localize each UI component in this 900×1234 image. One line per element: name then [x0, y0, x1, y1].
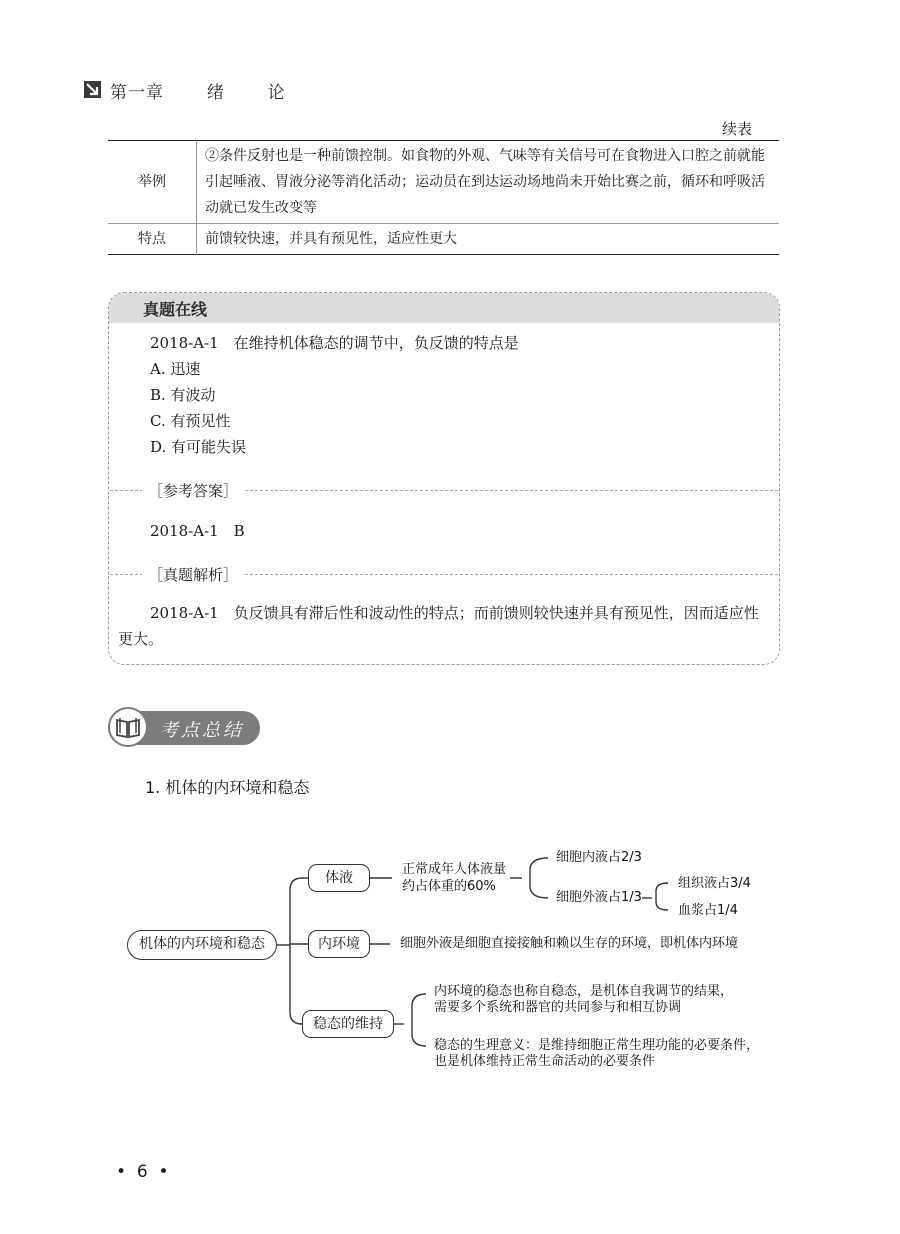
- page-number: • 6 •: [116, 1162, 169, 1182]
- analysis-label: ［真题解析］: [142, 564, 244, 585]
- internal-environment-description: 细胞外液是细胞直接接触和赖以生存的环境，即机体内环境: [400, 936, 739, 951]
- analysis-text: 2018-A-1 负反馈具有滞后性和波动性的特点；而前馈则较快速并具有预见性，因而适应性更大。: [118, 604, 759, 648]
- fluid-description-line1: 正常成年人体液量: [402, 862, 507, 877]
- mindmap-node-internal-environment: 内环境: [308, 930, 370, 958]
- option-b: B. 有波动: [150, 386, 216, 404]
- option-c: C. 有预见性: [150, 412, 231, 430]
- table-row-content: 前馈较快速，并具有预见性，适应性更大: [197, 224, 780, 255]
- mindmap-root-node: 机体的内环境和稳态: [127, 930, 277, 960]
- extracellular-fluid: 细胞外液占1/3: [556, 890, 642, 905]
- chapter-number: 第一章: [110, 83, 164, 103]
- option-a: A. 迅速: [150, 360, 201, 378]
- homeostasis-description2-line1: 稳态的生理意义：是维持细胞正常生理功能的必要条件，: [434, 1038, 760, 1053]
- homeostasis-description1-line2: 需要多个系统和器官的共同参与和相互协调: [434, 1000, 682, 1015]
- tissue-fluid: 组织液占3/4: [678, 876, 751, 891]
- table-row-head: 举例: [108, 141, 197, 224]
- section-heading: 1. 机体的内环境和稳态: [145, 778, 310, 797]
- intracellular-fluid: 细胞内液占2/3: [556, 850, 642, 865]
- question-box-title: 真题在线: [143, 300, 208, 319]
- fluid-description-line2: 约占体重的60%: [402, 879, 496, 894]
- answer-text: 2018-A-1 B: [150, 522, 245, 540]
- summary-banner-text: 考点总结: [160, 720, 244, 741]
- homeostasis-description2-line2: 也是机体维持正常生命活动的必要条件: [434, 1054, 656, 1069]
- chapter-title-part1: 绪: [206, 83, 225, 103]
- table-row-head: 特点: [108, 224, 197, 255]
- mindmap-node-homeostasis: 稳态的维持: [302, 1010, 394, 1038]
- option-d: D. 有可能失误: [150, 438, 247, 456]
- mindmap-node-body-fluid: 体液: [308, 864, 370, 892]
- answer-label: ［参考答案］: [142, 480, 244, 501]
- table-row-content: ②条件反射也是一种前馈控制。如食物的外观、气味等有关信号可在食物进入口腔之前就能引起唾液、胃液分泌等消化活动；运动员在到达运动场地尚未开始比赛之前，循环和呼吸活动就已发生改变等: [205, 148, 765, 216]
- question-stem: 2018-A-1 在维持机体稳态的调节中，负反馈的特点是: [150, 334, 519, 352]
- plasma: 血浆占1/4: [678, 903, 738, 918]
- homeostasis-description1-line1: 内环境的稳态也称自稳态，是机体自我调节的结果，: [434, 984, 734, 999]
- chapter-title-part2: 论: [267, 83, 286, 103]
- continued-table-label: 续表: [721, 120, 752, 138]
- page-number-value: 6: [136, 1162, 148, 1182]
